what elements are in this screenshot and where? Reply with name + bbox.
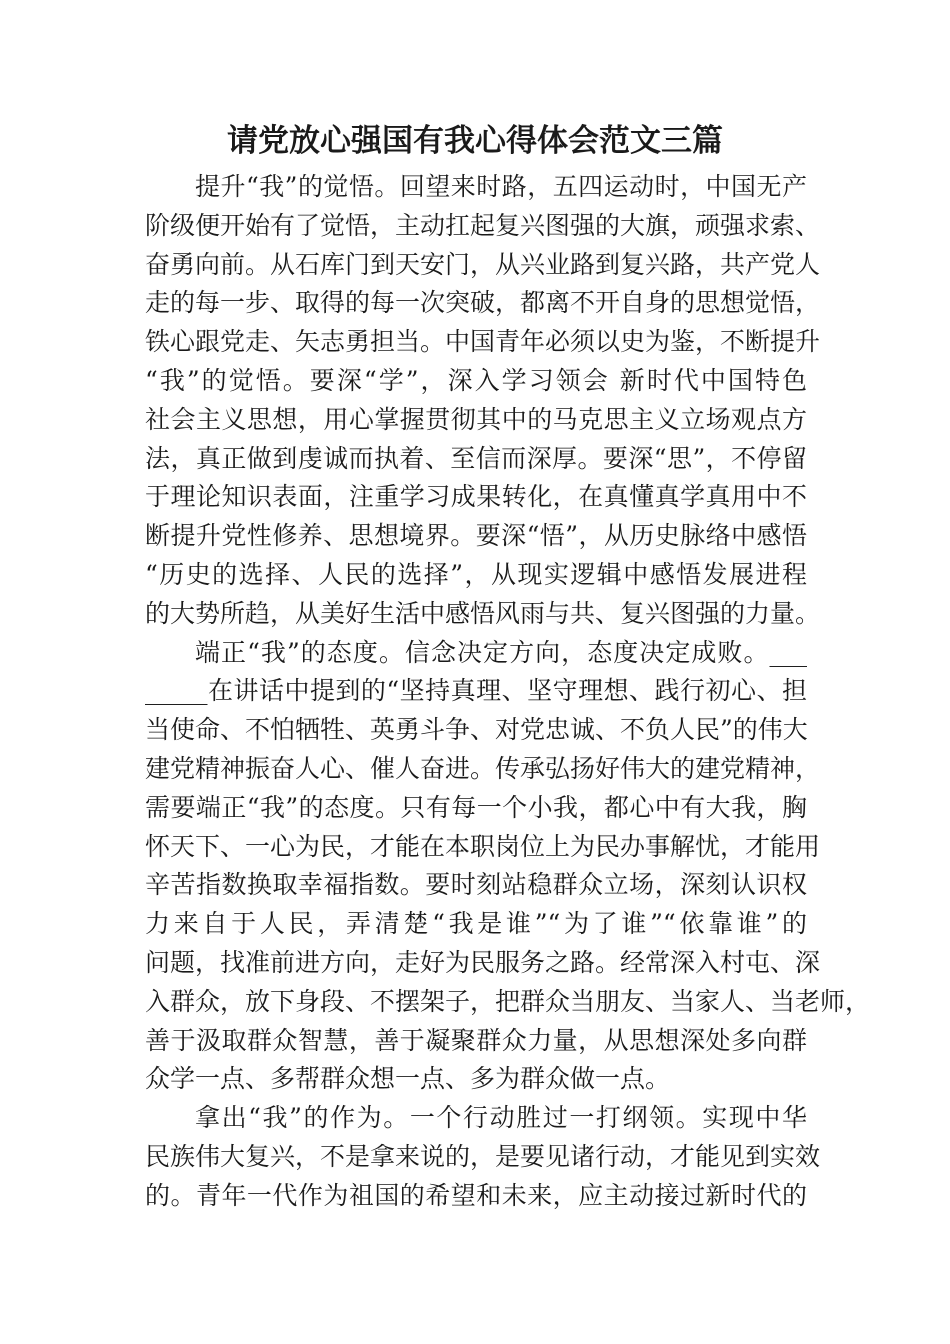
paragraph-1 [145,168,821,634]
paragraph-line: 法，真正做到虔诚而执着、至信而深厚。要深“思”，不停留 [145,443,807,473]
document-title: 请党放心强国有我心得体会范文三篇 [227,123,723,159]
paragraph-line: “历史的选择、人民的选择”，从现实逻辑中感悟发展进程 [145,559,807,589]
paragraph-line: 需要端正“我”的态度。只有每一个小我，都心中有大我，胸 [145,792,807,822]
paragraph-line: 奋勇向前。从石库门到天安门，从兴业路到复兴路，共产党人 [145,249,821,279]
paragraph-line: 的。青年一代作为祖国的希望和未来，应主动接过新时代的 [145,1180,807,1210]
paragraph-line: 怀天下、一心为民，才能在本职岗位上为民办事解忧，才能用 [145,831,821,861]
paragraph-line: 铁心跟党走、矢志勇担当。中国青年必须以史为鉴，不断提升 [145,327,821,357]
paragraph-line: _____在讲话中提到的“坚持真理、坚守理想、践行初心、担 [145,676,807,706]
paragraph-line: 阶级便开始有了觉悟，主动扛起复兴图强的大旗，顽强求索、 [145,210,821,240]
paragraph-line: 问题，找准前进方向，走好为民服务之路。经常深入村屯、深 [145,947,821,977]
paragraph-line: 端正“我”的态度。信念决定方向，态度决定成败。___ [195,637,807,667]
paragraph-line: 辛苦指数换取幸福指数。要时刻站稳群众立场，深刻认识权 [145,870,807,900]
paragraph-line: 民族伟大复兴，不是拿来说的，是要见诸行动，才能见到实效 [145,1141,821,1171]
document-body [145,168,871,1216]
paragraph-line: 当使命、不怕牺牲、英勇斗争、对党忠诚、不负人民”的伟大 [145,715,808,745]
paragraph-line: “我”的觉悟。要深“学”，深入学习领会 新时代中国特色 [145,365,807,395]
paragraph-line: 于理论知识表面，注重学习成果转化，在真懂真学真用中不 [145,482,807,512]
paragraph-line: 善于汲取群众智慧，善于凝聚群众力量，从思想深处多向群 [145,1025,807,1055]
paragraph-line: 的大势所趋，从美好生活中感悟风雨与共、复兴图强的力量。 [145,598,821,628]
paragraph-line: 建党精神振奋人心、催人奋进。传承弘扬好伟大的建党精神， [145,753,821,783]
paragraph-line: 拿出“我”的作为。一个行动胜过一打纲领。实现中华 [195,1103,807,1133]
paragraph-line: 断提升党性修养、思想境界。要深“悟”，从历史脉络中感悟 [145,521,807,551]
paragraph-line: 众学一点、多帮群众想一点、多为群众做一点。 [145,1064,671,1094]
paragraph-3 [145,1099,821,1215]
paragraph-line: 走的每一步、取得的每一次突破，都离不开自身的思想觉悟， [145,288,821,318]
paragraph-line: 力来自于人民，弄清楚“我是谁”“为了谁”“依靠谁”的 [145,909,807,939]
paragraph-2 [145,634,871,1100]
paragraph-line: 社会主义思想，用心掌握贯彻其中的马克思主义立场观点方 [145,404,807,434]
paragraph-line: 入群众，放下身段、不摆架子，把群众当朋友、当家人、当老师， [145,986,871,1016]
paragraph-line: 提升“我”的觉悟。回望来时路，五四运动时，中国无产 [195,172,807,201]
